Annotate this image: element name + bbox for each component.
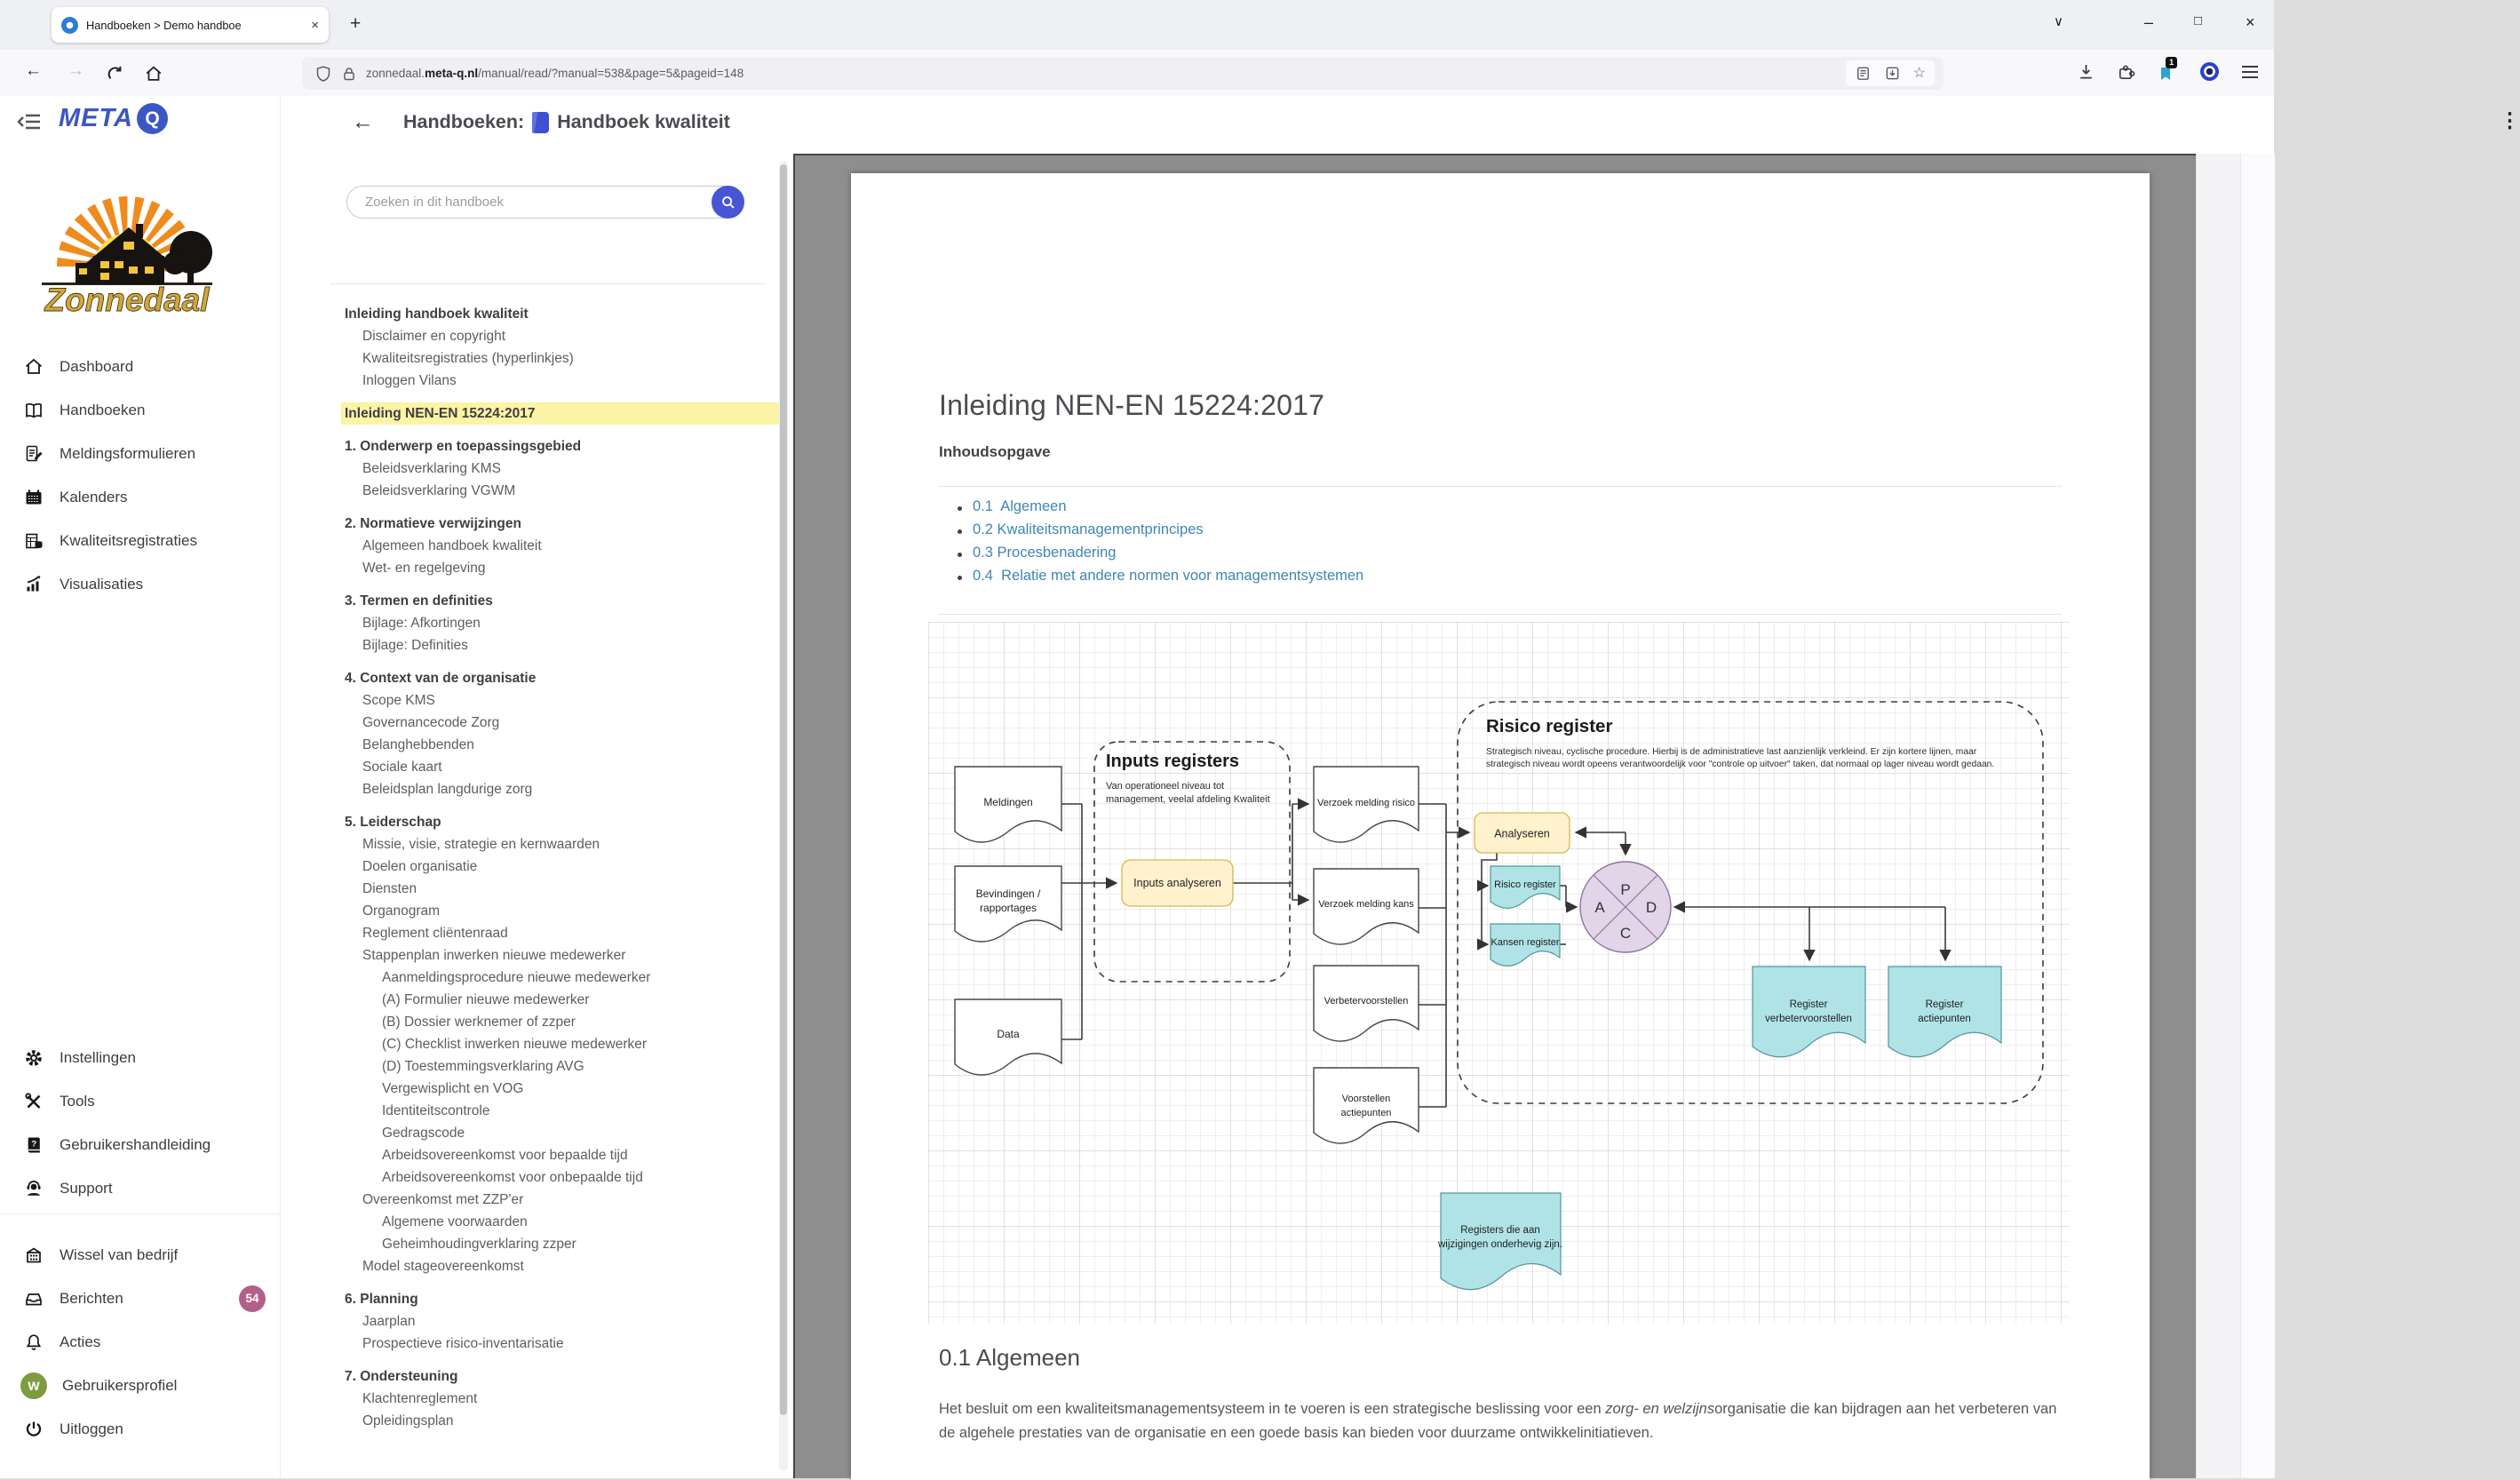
extension-button[interactable]	[2157, 58, 2178, 82]
svg-text:Bevindingen /: Bevindingen /	[975, 887, 1041, 900]
gear-icon	[23, 1047, 44, 1069]
toc-item[interactable]: (A) Formulier nieuwe medewerker	[382, 992, 590, 1007]
toc-item[interactable]: Sociale kaart	[362, 760, 442, 775]
svg-text:verbetervoorstellen: verbetervoorstellen	[1765, 1014, 1852, 1024]
zonnedaal-logo	[22, 178, 232, 320]
app-sidebar	[0, 96, 281, 1478]
inputs-group-title: Inputs registers	[1106, 752, 1240, 771]
toc-item[interactable]: (B) Dossier werknemer of zzper	[382, 1015, 576, 1030]
svg-text:Inputs analyseren: Inputs analyseren	[1133, 877, 1221, 889]
reload-icon[interactable]	[105, 64, 124, 84]
toc-item[interactable]: Jaarplan	[362, 1314, 416, 1329]
svg-text:A: A	[1594, 899, 1605, 916]
sidebar-nav-tertiary	[0, 1233, 280, 1451]
risico-group-title: Risico register	[1486, 716, 1613, 736]
svg-text:wijzigingen onderhevig zijn.: wijzigingen onderhevig zijn.	[1438, 1239, 1562, 1250]
divider	[939, 614, 2062, 615]
toc-item[interactable]: (C) Checklist inwerken nieuwe medewerker	[382, 1037, 648, 1052]
sidebar-item-gebruikersprofiel[interactable]: W Gebruikersprofiel	[0, 1364, 280, 1407]
scroll-gutter[interactable]	[2196, 154, 2241, 1478]
toc-item[interactable]: Identiteitscontrole	[382, 1103, 490, 1118]
svg-text:D: D	[1645, 899, 1657, 916]
shield-icon[interactable]	[314, 65, 332, 83]
registry-table-icon	[23, 530, 44, 552]
url-bar[interactable]	[302, 57, 1944, 90]
toc-item[interactable]: 3. Termen en definities	[345, 593, 493, 609]
page-title: Handboeken: Handboek kwaliteit	[403, 111, 730, 132]
toc-divider	[330, 283, 767, 284]
tab-close-icon[interactable]: ×	[311, 17, 319, 33]
sidebar-item-uitloggen[interactable]: Uitloggen	[0, 1407, 280, 1451]
browser-tabstrip	[0, 0, 2274, 51]
toc-item[interactable]: Wet- en regelgeving	[362, 561, 486, 576]
divider	[939, 486, 2062, 487]
inbox-icon	[23, 1288, 44, 1309]
section-paragraph: Het besluit om een kwaliteitsmanagementsysteem in te voeren is een strategische beslissing voor een zorg- en welzijnsorganisatie die kan bijdragen aan het verbeteren van de algehele prestaties van de organisatie en een goede basis kan bieden voor duurzame ontwikkelinitiatieven.	[939, 1401, 2057, 1441]
toc-item[interactable]: 2. Normatieve verwijzingen	[345, 516, 521, 531]
svg-text:Kansen register: Kansen register	[1491, 937, 1560, 948]
toc-item[interactable]: Missie, visie, strategie en kernwaarden	[362, 837, 600, 852]
toc-panel	[281, 154, 793, 1478]
calendar-icon	[23, 487, 44, 508]
reader-view-icon[interactable]	[1855, 65, 1872, 82]
svg-text:Strategisch niveau, cyclische: Strategisch niveau, cyclische procedure. Hierbij is de administratieve last aanzienlijk verkleind. Er zijn kortere lijnen, maar	[1486, 747, 1977, 757]
process-flow-diagram	[928, 622, 2070, 1324]
sidebar-item-kalenders[interactable]: Kalenders	[0, 475, 280, 519]
urlbar-actions	[1846, 60, 1935, 86]
svg-text:actiepunten: actiepunten	[1340, 1108, 1392, 1118]
toc-item[interactable]: Scope KMS	[362, 693, 435, 708]
metaq-logo-mark: Q	[137, 103, 168, 134]
save-page-icon[interactable]	[1884, 65, 1901, 82]
toc-item[interactable]: Bijlage: Afkortingen	[362, 616, 481, 631]
toc-item[interactable]: Overeenkomst met ZZP'er	[362, 1192, 524, 1207]
back-button[interactable]: ←	[25, 61, 42, 80]
toc-item[interactable]: (D) Toestemmingsverklaring AVG	[382, 1059, 584, 1074]
toc-item[interactable]: Doelen organisatie	[362, 859, 478, 874]
toc-item[interactable]: Algemene voorwaarden	[382, 1214, 528, 1229]
manual-book-icon	[23, 1134, 44, 1156]
toc-item-active[interactable]: Inleiding NEN-EN 15224:2017	[341, 402, 779, 425]
power-icon	[23, 1419, 44, 1440]
toc-item[interactable]: Inleiding handboek kwaliteit	[345, 306, 529, 322]
svg-text:Voorstellen: Voorstellen	[1341, 1094, 1391, 1104]
window-minimize-button[interactable]: –	[2144, 13, 2154, 31]
url-text: zonnedaal.meta-q.nl/manual/read/?manual=538&page=5&pageid=148	[366, 67, 744, 80]
sidebar-item-tools[interactable]: Tools	[0, 1079, 280, 1123]
metaq-logo[interactable]: META Q	[59, 103, 168, 134]
sidebar-item-instellingen[interactable]: Instellingen	[0, 1036, 280, 1079]
toc-item[interactable]: Bijlage: Definities	[362, 638, 468, 653]
pdca-circle	[1580, 862, 1671, 952]
output-documents	[1753, 967, 2001, 1057]
toc-item[interactable]: Klachtenreglement	[362, 1391, 478, 1406]
svg-text:Risico register: Risico register	[1494, 879, 1556, 890]
kebab-menu-icon[interactable]: ⋮	[2500, 108, 2520, 131]
doc-label: Meldingen	[983, 796, 1033, 808]
zonnedaal-wordmark: Zonnedaal	[44, 282, 210, 318]
toc-item[interactable]: 4. Context van de organisatie	[345, 671, 537, 686]
extension-blue-icon[interactable]	[2200, 62, 2219, 81]
tools-icon	[23, 1091, 44, 1112]
sidebar-item-handboeken[interactable]: Handboeken	[0, 388, 280, 432]
book-icon	[532, 112, 549, 133]
document-title: Inleiding NEN-EN 15224:2017	[939, 389, 1325, 421]
sidebar-divider	[0, 1213, 280, 1214]
tab-title: Handboeken > Demo handboe	[86, 18, 242, 32]
svg-text:Verbetervoorstellen: Verbetervoorstellen	[1324, 996, 1409, 1007]
search-icon	[719, 194, 737, 211]
toc-item[interactable]: Algemeen handboek kwaliteit	[362, 538, 542, 553]
bookmark-star-icon[interactable]: ☆	[1912, 65, 1926, 81]
toc-item[interactable]: 1. Onderwerp en toepassingsgebied	[345, 439, 582, 454]
toc-item[interactable]: 7. Ondersteuning	[345, 1369, 458, 1384]
toc-item[interactable]: Beleidsplan langdurige zorg	[362, 782, 533, 797]
bullet	[958, 506, 962, 511]
form-pencil-icon	[23, 443, 44, 465]
doc-link[interactable]: 0.1 Algemeen	[973, 498, 1067, 514]
inputs-registers-group	[1094, 742, 1290, 982]
toc-item[interactable]: Opleidingsplan	[362, 1413, 454, 1428]
risico-register-group	[1458, 702, 2043, 1103]
toc-item[interactable]: Belanghebbenden	[362, 737, 474, 752]
toc-item[interactable]: Reglement cliëntenraad	[362, 926, 508, 941]
sidebar-nav-main	[0, 345, 280, 606]
sidebar-item-meldingsformulieren[interactable]: Meldingsformulieren	[0, 432, 280, 475]
doc-link[interactable]: 0.2 Kwaliteitsmanagementprincipes	[973, 521, 1204, 537]
toc-item[interactable]: Disclaimer en copyright	[362, 329, 506, 344]
user-avatar: W	[20, 1373, 47, 1399]
svg-text:Registers die aan: Registers die aan	[1460, 1225, 1540, 1236]
forward-button[interactable]: →	[68, 61, 84, 80]
berichten-badge: 54	[239, 1285, 266, 1312]
toc-item[interactable]: Stappenplan inwerken nieuwe medewerker	[362, 948, 626, 963]
toc-item[interactable]: Prospectieve risico-inventarisatie	[362, 1336, 564, 1351]
bullet	[958, 553, 962, 557]
toc-item[interactable]: Organogram	[362, 903, 441, 919]
svg-text:rapportages: rapportages	[979, 902, 1037, 914]
toc-item[interactable]: Vergewisplicht en VOG	[382, 1081, 524, 1096]
list-tabs-icon[interactable]: ∨	[2054, 14, 2063, 29]
svg-text:Register: Register	[1925, 999, 1964, 1010]
toc-scrollbar-thumb[interactable]	[780, 164, 787, 1415]
browser-tab[interactable]	[52, 7, 329, 43]
doc-link[interactable]: 0.3 Procesbenadering	[973, 545, 1117, 561]
site-favicon-icon	[61, 17, 78, 34]
svg-text:Verzoek melding risico: Verzoek melding risico	[1316, 798, 1416, 808]
svg-text:Verzoek melding kans: Verzoek melding kans	[1318, 899, 1414, 910]
toc-item[interactable]: Beleidsverklaring VGWM	[362, 483, 516, 498]
toc-item[interactable]: Arbeidsovereenkomst voor onbepaalde tijd	[382, 1170, 643, 1185]
svg-text:Register: Register	[1789, 999, 1828, 1010]
home-icon	[23, 356, 44, 378]
search-button[interactable]	[711, 186, 744, 219]
svg-text:?: ?	[31, 1139, 37, 1149]
toc-item[interactable]: Gedragscode	[382, 1126, 465, 1141]
sidebar-collapse-icon[interactable]	[16, 110, 43, 133]
svg-text:Data: Data	[997, 1028, 1020, 1040]
toc-item[interactable]: Aanmeldingsprocedure nieuwe medewerker	[382, 970, 651, 985]
flow-documents	[1314, 767, 1419, 1143]
bell-icon	[23, 1332, 44, 1353]
window-close-button[interactable]: ×	[2246, 13, 2255, 31]
sidebar-item-dashboard[interactable]: Dashboard	[0, 345, 280, 388]
toc-list	[281, 303, 779, 1432]
toc-item[interactable]: Governancecode Zorg	[362, 715, 500, 730]
toc-item[interactable]: Beleidsverklaring KMS	[362, 461, 501, 476]
bullet	[958, 576, 962, 580]
home-icon[interactable]	[144, 64, 163, 84]
extension-badge: 1	[2166, 57, 2177, 68]
svg-text:strategisch niveau wordt opeen: strategisch niveau wordt opeens verantwoordelijk voor "controle op uitvoer" taken, dat normaal op lager niveau wordt gedaan.	[1486, 760, 1995, 769]
app-header	[281, 96, 2520, 155]
tree-silhouette	[163, 231, 212, 284]
svg-text:Analyseren: Analyseren	[1494, 827, 1550, 840]
book-icon	[23, 400, 44, 421]
bullet	[958, 529, 962, 534]
toc-item[interactable]: Geheimhoudingverklaring zzper	[382, 1237, 576, 1252]
toc-item[interactable]: 5. Leiderschap	[345, 815, 441, 830]
svg-text:Van operationeel niveau tot: Van operationeel niveau tot	[1106, 781, 1225, 792]
sidebar-item-visualisaties[interactable]: Visualisaties	[0, 562, 280, 606]
lock-icon	[340, 65, 358, 83]
extensions-puzzle-icon[interactable]	[2117, 62, 2135, 81]
building-icon	[23, 1245, 44, 1266]
sidebar-item-gebruikershandleiding[interactable]: ? Gebruikershandleiding	[0, 1123, 280, 1166]
document-viewer	[793, 154, 2196, 1478]
headset-icon	[23, 1178, 44, 1199]
toc-item[interactable]: Arbeidsovereenkomst voor bepaalde tijd	[382, 1148, 628, 1163]
inhoudsopgave-heading: Inhoudsopgave	[939, 443, 1051, 460]
svg-text:C: C	[1619, 925, 1632, 942]
document-page	[851, 173, 2150, 1480]
chart-icon	[23, 574, 44, 595]
back-arrow-button[interactable]: ←	[352, 109, 374, 134]
note-document	[1437, 1193, 1562, 1290]
sidebar-item-acties[interactable]: Acties	[0, 1320, 280, 1364]
sidebar-item-berichten[interactable]: Berichten 54	[0, 1277, 280, 1320]
toc-item[interactable]: Kwaliteitsregistraties (hyperlinkjes)	[362, 351, 574, 366]
doc-link[interactable]: 0.4 Relatie met andere normen voor managementsystemen	[973, 568, 1364, 584]
svg-text:actiepunten: actiepunten	[1918, 1014, 1971, 1024]
sidebar-item-kwaliteitsregistraties[interactable]: Kwaliteitsregistraties	[0, 519, 280, 562]
window-scrollbar[interactable]	[2240, 154, 2275, 1478]
document-toc-links	[958, 498, 1363, 591]
sidebar-item-wissel-van-bedrijf[interactable]: Wissel van bedrijf	[0, 1233, 280, 1277]
toc-item[interactable]: Model stageovereenkomst	[362, 1259, 524, 1274]
svg-text:management, veelal afdeling Kw: management, veelal afdeling Kwaliteit	[1106, 794, 1270, 805]
window-maximize-button[interactable]: □	[2194, 13, 2203, 28]
browser-toolbar	[0, 50, 2274, 97]
svg-text:P: P	[1620, 881, 1631, 898]
menu-hamburger-icon[interactable]	[2241, 65, 2259, 79]
handbook-search[interactable]	[346, 186, 744, 219]
search-input[interactable]	[363, 187, 704, 218]
downloads-icon[interactable]	[2077, 62, 2095, 81]
toc-item[interactable]: Inloggen Vilans	[362, 373, 457, 388]
toc-item[interactable]: Diensten	[362, 881, 417, 896]
sidebar-item-support[interactable]: Support	[0, 1166, 280, 1210]
toc-item[interactable]: 6. Planning	[345, 1292, 418, 1307]
sidebar-nav-secondary	[0, 1036, 280, 1210]
section-heading: 0.1 Algemeen	[939, 1344, 1081, 1371]
new-tab-button[interactable]: +	[350, 13, 362, 34]
